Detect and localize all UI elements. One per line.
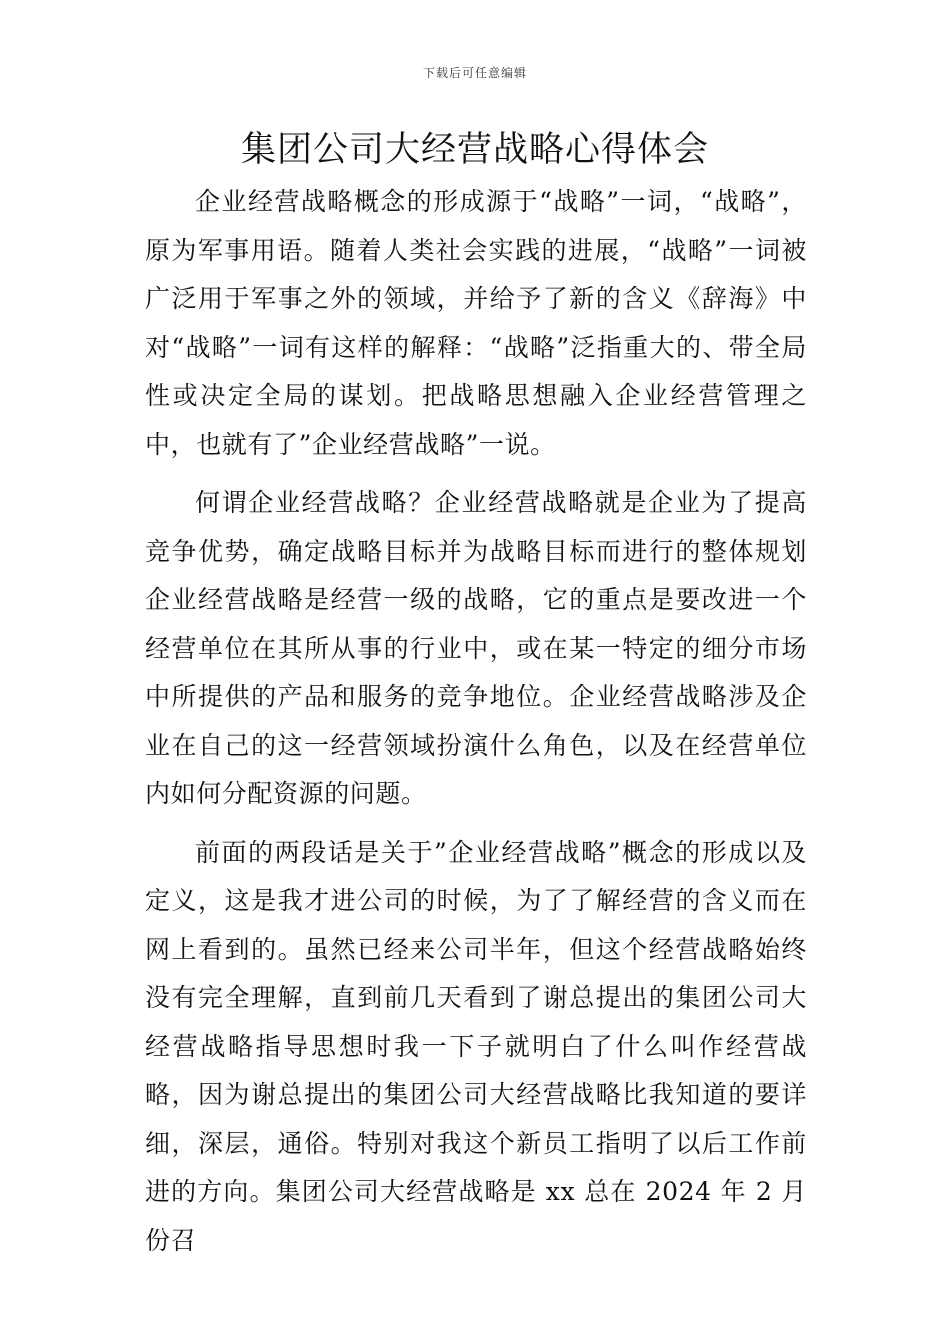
paragraph-2: 何谓企业经营战略？企业经营战略就是企业为了提高竞争优势，确定战略目标并为战略目标而进行的整体规划企业经营战略是经营一级的战略，它的重点是要改进一个经营单位在其所从事的行业中，或在某一特定的细分市场中所提供的产品和服务的竞争地位。企业经营战略涉及企业在自己的这一经营领域扮演什么角色，以及在经营单位内如何分配资源的问题。: [145, 488, 807, 808]
paragraph-3: 前面的两段话是关于”企业经营战略”概念的形成以及定义，这是我才进公司的时候，为了了解经营的含义而在网上看到的。虽然已经来公司半年，但这个经营战略始终没有完全理解，直到前几天看到了谢总提出的集团公司大经营战略指导思想时我一下子就明白了什么叫作经营战略，因为谢总提出的集团公司大经营战略比我知道的要详细，深层，通俗。特别对我这个新员工指明了以后工作前进的方向。集团公司大经营战略是 xx 总在 2024 年 2 月份召: [145, 837, 807, 1255]
document-title: 集团公司大经营战略心得体会: [240, 130, 709, 170]
header-note: 下载后可任意编辑: [422, 66, 527, 80]
document-body: [145, 178, 807, 1265]
paragraph-1: 企业经营战略概念的形成源于“战略”一词，“战略”，原为军事用语。随着人类社会实践的进展，“战略”一词被广泛用于军事之外的领域，并给予了新的含义《辞海》中对“战略”一词有这样的解释：“战略”泛指重大的、带全局性或决定全局的谋划。把战略思想融入企业经营管理之中，也就有了”企业经营战略”一说。: [145, 187, 807, 459]
